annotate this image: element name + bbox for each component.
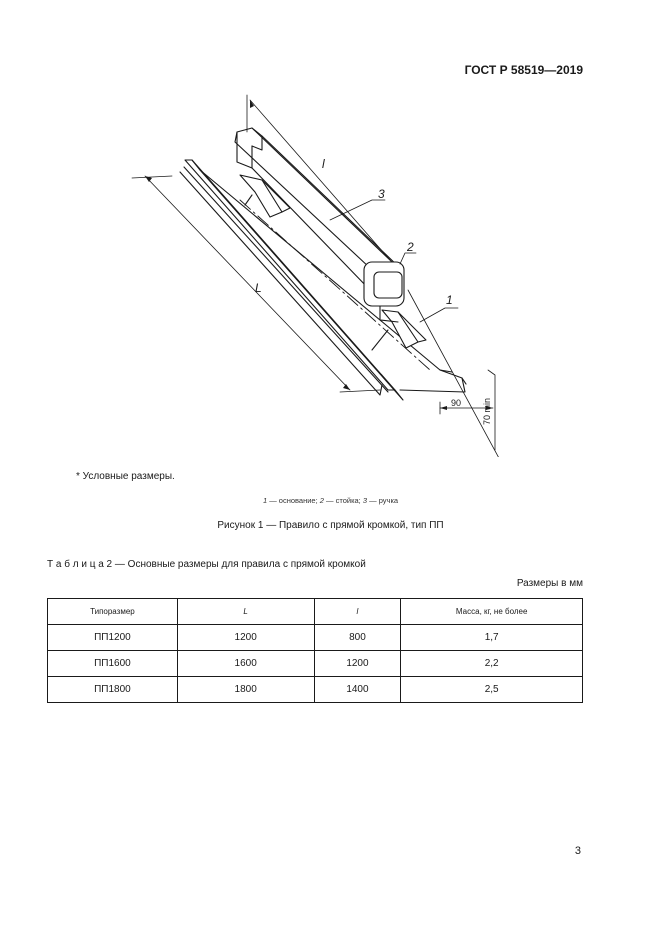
cell-L: 1600	[177, 651, 314, 677]
header-l: l	[314, 599, 401, 625]
table-header-row	[48, 599, 583, 625]
cell-mass: 1,7	[401, 625, 583, 651]
arrow-head	[440, 406, 447, 410]
cell-l: 800	[314, 625, 401, 651]
cell-L: 1800	[177, 677, 314, 703]
header-type: Типоразмер	[48, 599, 178, 625]
table-row	[48, 625, 583, 651]
legend-text-3: — ручка	[367, 496, 399, 505]
legend-num-1: 1	[262, 496, 268, 505]
label-L: L	[255, 281, 262, 295]
figure-straightedge-drawing	[120, 92, 510, 457]
arrow-head	[343, 384, 350, 390]
cell-mass: 2,2	[401, 651, 583, 677]
legend-text-2: — стойка;	[323, 496, 363, 505]
footnote: * Условные размеры.	[76, 471, 175, 482]
label-part-2: 2	[407, 240, 414, 254]
cell-type: ПП1800	[48, 677, 178, 703]
page-number: 3	[574, 845, 581, 857]
dimensions-table	[47, 598, 583, 703]
table-row	[48, 651, 583, 677]
table-caption	[47, 559, 366, 570]
cell-type: ПП1200	[48, 625, 178, 651]
document-code: ГОСТ Р 58519—2019	[464, 63, 583, 77]
label-width: 90	[451, 398, 462, 408]
label-height: 70 min	[482, 397, 492, 425]
legend-num-2: 2	[319, 496, 324, 505]
legend-text-1: — основание;	[267, 496, 320, 505]
table-units: Размеры в мм	[516, 578, 583, 589]
cell-L: 1200	[177, 625, 314, 651]
table-row	[48, 677, 583, 703]
figure-caption: Рисунок 1 — Правило с прямой кромкой, тип ПП	[217, 520, 444, 531]
header-mass: Масса, кг, не более	[401, 599, 583, 625]
cell-mass: 2,5	[401, 677, 583, 703]
table-caption-prefix: Т а б л и ц а 2	[47, 559, 113, 570]
label-part-3: 3	[378, 187, 385, 201]
label-part-1: 1	[446, 293, 453, 307]
table-caption-text: — Основные размеры для правила с прямой кромкой	[112, 559, 366, 570]
label-l: l	[322, 157, 325, 171]
cell-l: 1400	[314, 677, 401, 703]
legend-num-3: 3	[362, 496, 368, 505]
header-L: L	[177, 599, 314, 625]
cell-l: 1200	[314, 651, 401, 677]
figure-legend	[0, 496, 661, 505]
cell-type: ПП1600	[48, 651, 178, 677]
